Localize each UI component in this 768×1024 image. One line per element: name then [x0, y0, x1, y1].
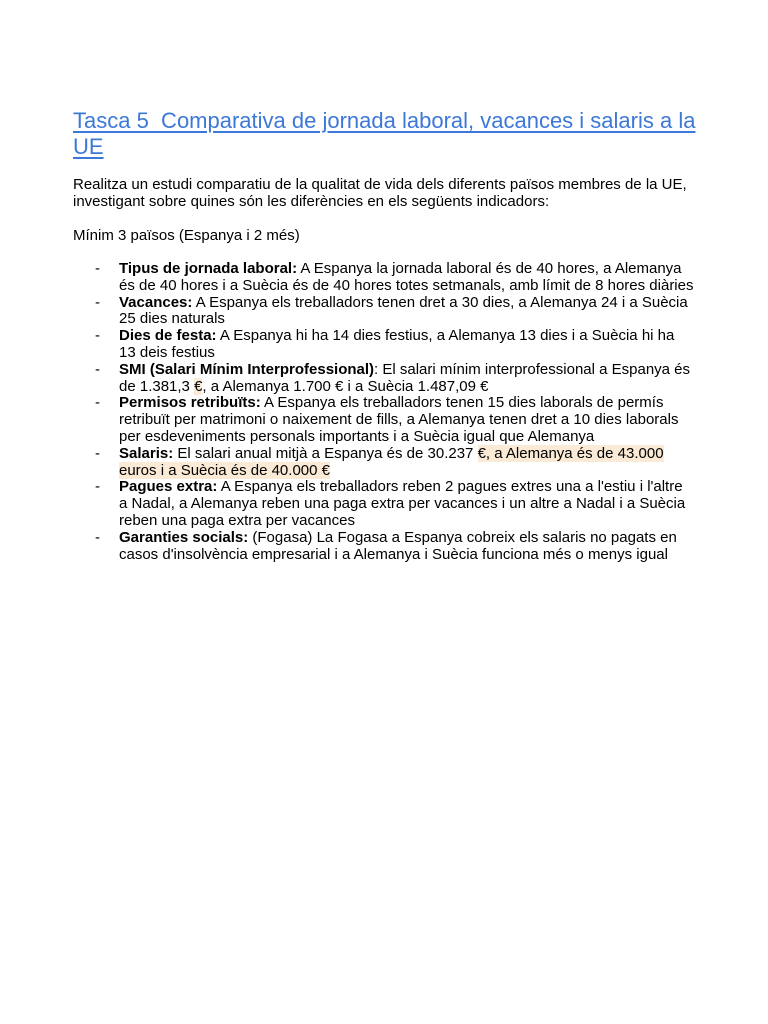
page-title-link[interactable]: Tasca 5_Comparativa de jornada laboral, vacances i salaris a la UE — [73, 108, 696, 159]
list-dash: - — [95, 478, 100, 496]
item-text: A Espanya els treballadors tenen dret a 30 dies, a Alemanya 24 i a Suècia 25 dies naturals — [119, 293, 688, 328]
item-text: : El salari mínim interprofessional a Espanya és de 1.381,3 — [119, 360, 691, 395]
item-text: A Espanya els treballadors reben 2 pagues extres una a l'estiu i l'altre a Nadal, a Alemanya reben una paga extra per vacances i un altre a Nadal i a Suècia reben una paga extra per vacances — [119, 478, 686, 529]
item-text: , a Alemanya 1.700 € i a Suècia 1.487,09 € — [202, 377, 489, 395]
list-dash: - — [95, 394, 100, 412]
list-item-garanties — [73, 530, 695, 564]
item-label: Vacances: — [119, 293, 193, 311]
list-dash: - — [95, 528, 100, 546]
item-text: El salari anual mitjà a Espanya és de 30.237 — [173, 444, 478, 462]
item-text: A Espanya els treballadors tenen 15 dies laborals de permís retribuït per matrimoni o naixement de fills, a Alemanya tenen dret a 10 dies laborals per esdeveniments personals importants i a Suècia igual que Alemanya — [119, 394, 679, 445]
item-label: Pagues extra: — [119, 478, 218, 496]
document-page — [73, 108, 703, 563]
intro-paragraph: Realitza un estudi comparatiu de la qualitat de vida dels diferents països membres de la UE, investigant sobre quines són les diferències en els següents indicadors: — [73, 176, 687, 210]
item-label: Garanties socials: — [119, 528, 249, 546]
item-label: Salaris: — [119, 444, 174, 462]
highlighted-text: , a Alemanya és de 43.000 euros i a Suècia és de 40.000 € — [119, 444, 664, 479]
list-dash: - — [95, 260, 100, 277]
list-item-dies-festa — [73, 328, 695, 362]
list-dash: - — [95, 327, 100, 345]
list-item-salaris — [73, 446, 695, 480]
item-label: Tipus de jornada laboral: — [119, 260, 298, 277]
list-item-vacances — [73, 295, 695, 329]
list-item-pagues — [73, 479, 695, 529]
indicators-list — [73, 261, 703, 563]
highlighted-euro: € — [194, 377, 203, 395]
item-label: Permisos retribuïts: — [119, 394, 261, 412]
list-item-permisos — [73, 395, 695, 445]
list-item-smi — [73, 362, 695, 396]
item-text: (Fogasa) La Fogasa a Espanya cobreix els salaris no pagats en casos d'insolvència empresarial i a Alemanya i Suècia funciona més o menys igual — [119, 528, 677, 563]
item-label: Dies de festa: — [119, 327, 217, 345]
highlighted-euro: € — [477, 444, 486, 462]
list-item-jornada — [73, 261, 695, 295]
minimum-countries-note: Mínim 3 països (Espanya i 2 més) — [73, 227, 300, 244]
item-text: A Espanya la jornada laboral és de 40 hores, a Alemanya és de 40 hores i a Suècia és de 40 hores totes setmanals, amb límit de 8 hores diàries — [119, 260, 694, 294]
item-text: A Espanya hi ha 14 dies festius, a Alemanya 13 dies i a Suècia hi ha 13 deis festius — [119, 327, 675, 361]
list-dash: - — [95, 444, 100, 462]
item-label: SMI (Salari Mínim Interprofessional) — [119, 360, 375, 378]
list-dash: - — [95, 360, 100, 378]
list-dash: - — [95, 293, 100, 311]
